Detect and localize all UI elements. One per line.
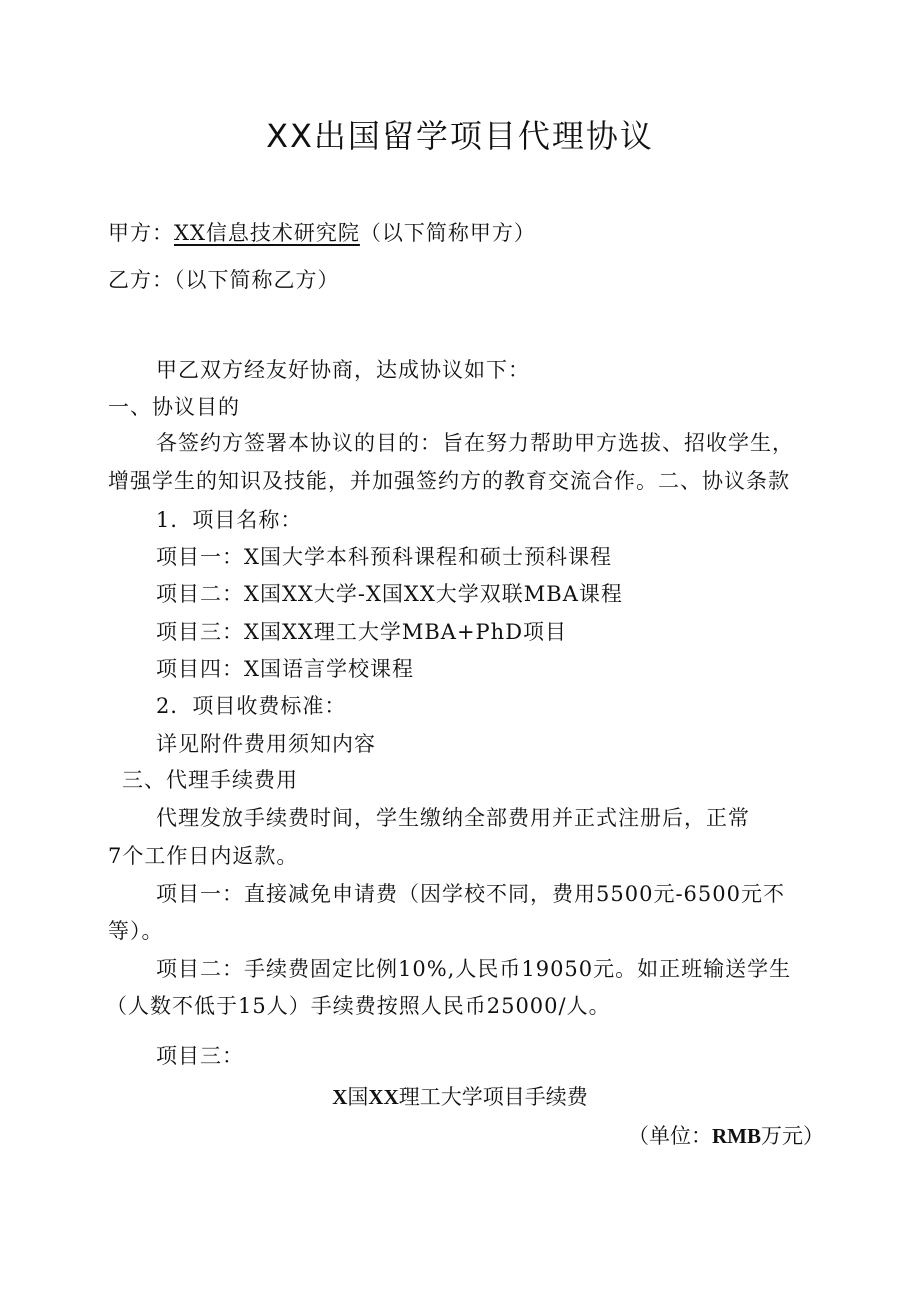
fee-table-unit	[628, 1122, 824, 1150]
fee1-line2: 等）。	[108, 919, 164, 943]
party-a-line	[108, 219, 536, 247]
section3-heading: 三、代理手续费用	[122, 768, 298, 792]
fee1-line1: 项目一：直接减免申请费（因学校不同，费用5500元-6500元不	[156, 882, 785, 906]
fee2-line2: （人数不低于15人）手续费按照人民币25000/人。	[106, 994, 611, 1018]
project1-line: 项目一：X国大学本科预科课程和硕士预科课程	[156, 545, 612, 569]
unit-rmb: RMB	[712, 1124, 761, 1148]
item1-heading: 1．项目名称：	[156, 508, 303, 532]
refund-line2: 7个工作日内返款。	[108, 844, 299, 868]
table-title-x: X	[332, 1085, 348, 1109]
project3-line: 项目三：X国XX理工大学MBA+PhD项目	[156, 620, 568, 644]
fee2-line1: 项目二：手续费固定比例10%,人民币19050元。如正班输送学生	[156, 957, 792, 981]
unit-suffix: 万元）	[761, 1124, 824, 1148]
section1-paragraph-line2: 增强学生的知识及技能，并加强签约方的教育交流合作。二、协议条款	[108, 469, 790, 493]
section1-heading: 一、协议目的	[108, 395, 240, 419]
table-title-xx: XX	[368, 1085, 399, 1109]
table-title-rest: 理工大学项目手续费	[398, 1085, 588, 1109]
section1-paragraph-line1: 各签约方签署本协议的目的：旨在努力帮助甲方选拔、招收学生，	[156, 431, 794, 455]
fee3-label: 项目三：	[156, 1044, 244, 1068]
party-b-line: 乙方：（以下简称乙方）	[108, 268, 340, 292]
party-a-label: 甲方：	[108, 221, 174, 245]
refund-line1: 代理发放手续费时间，学生缴纳全部费用并正式注册后，正常	[156, 806, 750, 830]
item2-heading: 2．项目收费标准：	[156, 694, 347, 718]
party-a-suffix: （以下简称甲方）	[359, 221, 536, 245]
project4-line: 项目四：X国语言学校课程	[156, 657, 414, 681]
intro-paragraph: 甲乙双方经友好协商，达成协议如下：	[156, 358, 530, 382]
table-title-guo: 国	[347, 1085, 369, 1109]
fee-table-title	[0, 1083, 920, 1111]
party-a-name: XX信息技术研究院	[174, 221, 360, 245]
fee-note-line: 详见附件费用须知内容	[156, 732, 376, 756]
document-title: XX出国留学项目代理协议	[266, 117, 654, 155]
unit-prefix: （单位：	[628, 1124, 712, 1148]
project2-line: 项目二：X国XX大学-X国XX大学双联MBA课程	[156, 582, 623, 606]
